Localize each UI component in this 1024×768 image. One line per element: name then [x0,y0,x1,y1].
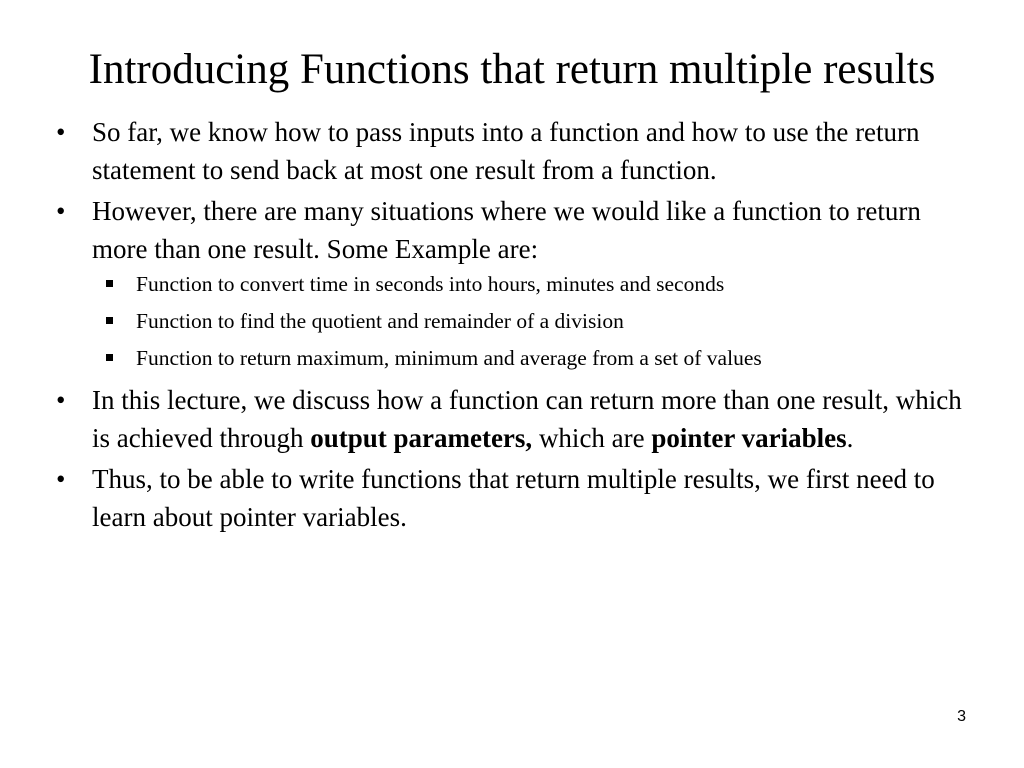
square-bullet-icon [106,354,113,361]
bullet-marker: • [56,464,66,494]
sub-bullet-list [92,271,966,371]
bullet-text: However, there are many situations where we would like a function to return more than one result. Some Example are: [92,196,921,264]
bullet-text-part: . [846,422,854,453]
page-number: 3 [957,708,966,725]
sub-bullet-text: Function to return maximum, minimum and average from a set of values [136,346,762,370]
bullet-marker: • [56,196,66,226]
square-bullet-icon [106,280,113,287]
bullet-item [56,114,966,189]
square-bullet-icon [106,317,113,324]
sub-bullet-text: Function to convert time in seconds into hours, minutes and seconds [136,272,725,296]
bullet-text [92,385,962,453]
sub-bullet-item [92,271,966,297]
slide-title: Introducing Functions that return multiple results [88,46,936,93]
bullet-marker: • [56,385,66,415]
bold-term-output-parameters: output parameters, [310,422,533,453]
sub-bullet-item [92,345,966,371]
bullet-item [56,193,966,371]
bullet-list [56,114,966,540]
sub-bullet-text: Function to find the quotient and remainder of a division [136,309,624,333]
bullet-marker: • [56,117,66,147]
bold-term-pointer-variables: pointer variables [651,422,847,453]
bullet-text: So far, we know how to pass inputs into a function and how to use the return statement to send back at most one result from a function. [92,117,920,185]
sub-bullet-item [92,308,966,334]
bullet-text: Thus, to be able to write functions that return multiple results, we first need to learn about pointer variables. [92,464,935,532]
bullet-text-part: In this lecture, we discuss how a function can return more than one result, which is achieved through [92,385,962,453]
bullet-item [56,461,966,536]
bullet-item [56,382,966,457]
bullet-text-part: which are [532,422,652,453]
